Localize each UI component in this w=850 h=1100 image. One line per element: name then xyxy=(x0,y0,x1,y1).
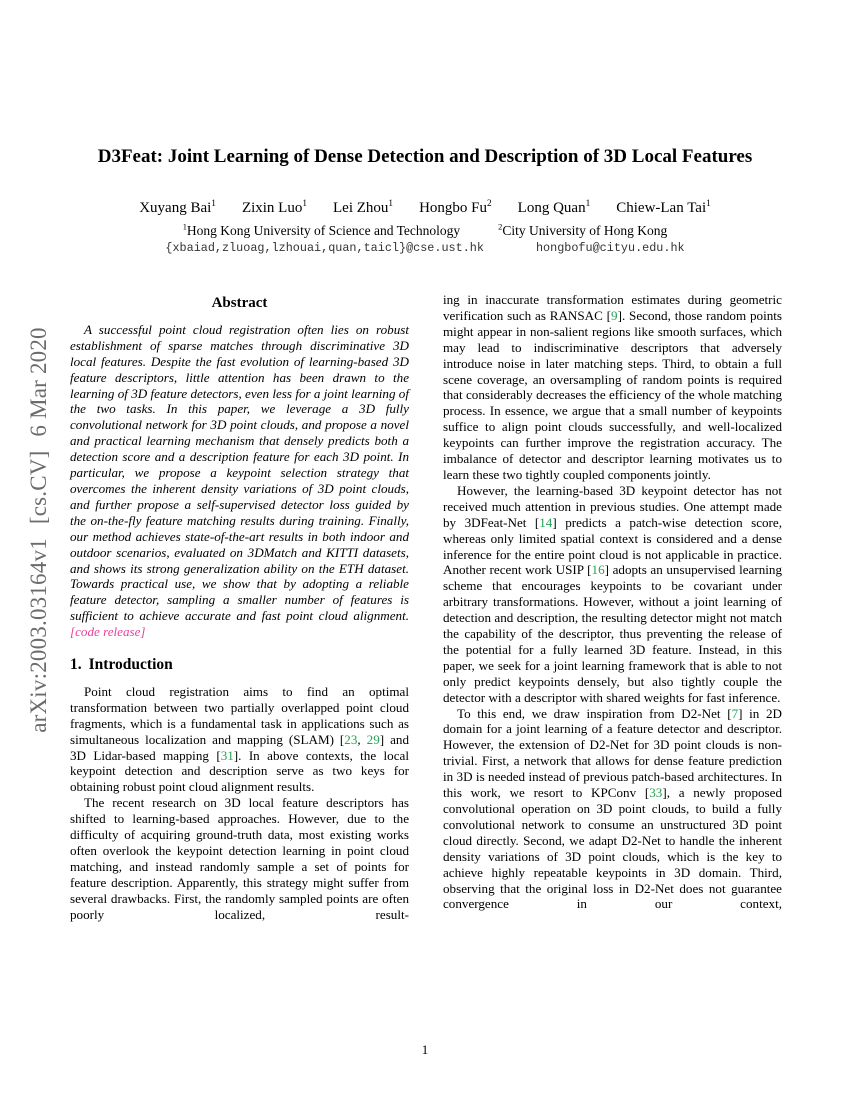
left-column xyxy=(70,292,409,923)
text-run: Hong Kong University of Science and Technology xyxy=(186,223,461,238)
citation-link[interactable]: 14 xyxy=(539,514,553,530)
paragraph xyxy=(443,706,782,913)
paper-title: D3Feat: Joint Learning of Dense Detection and Description of 3D Local Features xyxy=(97,146,753,167)
text-run: ] in 2D domain for a joint learning of a feature detector and descriptor. However, the extension of D2-Net for 3D point clouds is non-trivial. First, a network that allows for dense feature prediction in 3D is needed instead of previous patch-based architectures. In this work, we resort to KPConv [ xyxy=(443,705,782,801)
citation-link[interactable]: 7 xyxy=(731,705,739,721)
text-run: 1 xyxy=(706,199,711,209)
two-column-body xyxy=(70,292,782,923)
citation-link[interactable]: 23 xyxy=(344,731,358,747)
text-run: 1 xyxy=(585,199,591,209)
affiliation-list xyxy=(40,223,810,239)
citation-link[interactable]: 31 xyxy=(220,747,234,763)
citation-link[interactable]: 9 xyxy=(611,307,618,323)
citation-link[interactable]: 29 xyxy=(366,731,380,747)
paragraph xyxy=(443,483,782,706)
text-run: A successful point cloud registration often lies on robust establishment of sparse matches through discriminative 3D local features. Despite the fast evolution of learning-based 3D feature descriptors, little attention has been drawn to the learning of 3D feature detectors, even less for a joint learning of the two tasks. In this paper, we leverage a 3D fully convolutional network for 3D point clouds, and propose a novel and practical learning mechanism that densely predicts both a detection score and a description feature for each 3D point. In particular, we propose a keypoint selection strategy that overcomes the inherent density variations of 3D point clouds, and further propose a self-supervised detector loss guided by the on-the-fly feature matching results during training. Finally, our method achieves state-of-the-art results in both indoor and outdoor scenarios, evaluated on 3DMatch and KITTI datasets, and shows its strong generalization ability on the ETH dataset. Towards practical use, we show that by adopting a reliable feature detector, sampling a smaller number of features is sufficient to achieve accurate and fast point cloud alignment. xyxy=(70,321,409,624)
text-run: Lei Zhou xyxy=(333,200,389,216)
text-run: ] and 3D Lidar-based mapping [ xyxy=(70,731,410,763)
section-heading-introduction xyxy=(70,657,409,673)
text-run: 1 xyxy=(388,199,394,209)
section-title: Introduction xyxy=(88,656,173,674)
code-release-link[interactable]: [code release] xyxy=(70,624,146,640)
text-run: Long Quan xyxy=(517,200,586,216)
arxiv-watermark xyxy=(26,327,52,733)
text-run: Zixin Luo xyxy=(241,200,303,216)
citation-link[interactable]: 16 xyxy=(591,562,605,578)
text-run: hongbofu@cityu.edu.hk xyxy=(535,241,685,255)
text-run: City University of Hong Kong xyxy=(502,223,668,238)
text-run: 1 xyxy=(211,199,216,209)
text-run: However, the learning-based 3D keypoint detector has not received much attention in previous studies. One attempt made by 3DFeat-Net [ xyxy=(443,482,782,530)
citation-link[interactable]: 33 xyxy=(649,785,663,801)
section-number: 1. xyxy=(70,656,82,674)
text-run: ]. In above contexts, the local keypoint detection and description serve as two keys for obtaining robust point cloud alignment results. xyxy=(70,747,409,795)
text-run: Chiew-Lan Tai xyxy=(616,200,707,216)
text-run: To this end, we draw inspiration from D2-Net [ xyxy=(457,705,732,721)
text-run: ], a newly proposed convolutional operation on 3D point clouds, to build a fully convolutional network to consume an unstructured 3D point cloud directly. Second, we adapt D2-Net to handle the inherent density variations of 3D point clouds, which is the key to achieve highly repeatable keypoints in 3D domain. Third, observing that the original loss in D2-Net does not guarantee convergence in our context, xyxy=(443,785,782,912)
paragraph xyxy=(70,684,409,795)
paragraph xyxy=(70,795,409,922)
text-run: [cs.CV] xyxy=(26,450,51,525)
abstract-heading: Abstract xyxy=(211,295,268,311)
text-run: 2 xyxy=(487,199,492,209)
text-run: , xyxy=(357,731,367,747)
text-run: {xbaiad,zluoag,lzhouai,quan,taicl}@cse.ust.hk xyxy=(165,241,484,255)
text-run: ing in inaccurate transformation estimates during geometric verification such as RANSAC [ xyxy=(443,292,782,323)
text-run: Xuyang Bai xyxy=(139,200,212,216)
text-run: arXiv:2003.03164v1 xyxy=(26,538,51,733)
text-run: Point cloud registration aims to find an optimal transformation between two partially overlapped point cloud fragments, which is a fundamental task in applications such as simultaneous localization and mapping (SLAM) [ xyxy=(70,683,409,747)
text-run: 6 Mar 2020 xyxy=(26,327,51,437)
text-run: ]. Second, those random points might appear in non-salient regions like smooth surfaces, which may lead to indiscriminative descriptors that adversely introduce noise in later matching steps. Third, to obtain a full scene coverage, an oversampling of random points is required that considerably decreases the efficiency of the whole matching process. In essence, we argue that a small number of keypoints suffice to align point clouds successfully, and well-localized keypoints can further improve the registration accuracy. The imbalance of detector and descriptor learning motivates us to learn these two tightly coupled components jointly. xyxy=(443,307,782,482)
text-run: 1 xyxy=(302,199,308,209)
text-run: The recent research on 3D local feature descriptors has shifted to learning-based approaches. However, due to the difficulty of acquiring ground-truth data, most existing works often overlook the keypoint detection learning in point cloud matching, and instead randomly sample a set of points for feature description. Apparently, this strategy might suffer from several drawbacks. First, the randomly sampled points are often poorly localized, result- xyxy=(70,795,409,922)
author-list xyxy=(40,200,810,217)
text-run: Hongbo Fu xyxy=(419,200,488,216)
text-run: 1 xyxy=(182,222,187,232)
abstract-paragraph xyxy=(70,322,409,640)
email-line xyxy=(40,241,810,255)
right-column xyxy=(443,292,782,923)
text-run: ] predicts a patch-wise detection score, whereas only limited spatial context is considered and a dense inference for the entire point cloud is not applicable in practice. Another recent work USIP [ xyxy=(443,514,782,578)
text-run: 2 xyxy=(498,222,503,232)
paragraph xyxy=(443,292,782,483)
page-number: 1 xyxy=(421,1042,429,1057)
text-run: ] adopts an unsupervised learning scheme that encourages keypoints to be covariant under arbitrary transformations. However, without a joint learning of detection and description, the resulting detector might not match the capability of the descriptor, thus preventing the release of the potential for a fully learned 3D feature. Instead, in this paper, we seek for a joint learning framework that is able to not only predict keypoints densely, but also tightly couple the detector with a descriptor with shared weights for fast inference. xyxy=(443,562,782,705)
